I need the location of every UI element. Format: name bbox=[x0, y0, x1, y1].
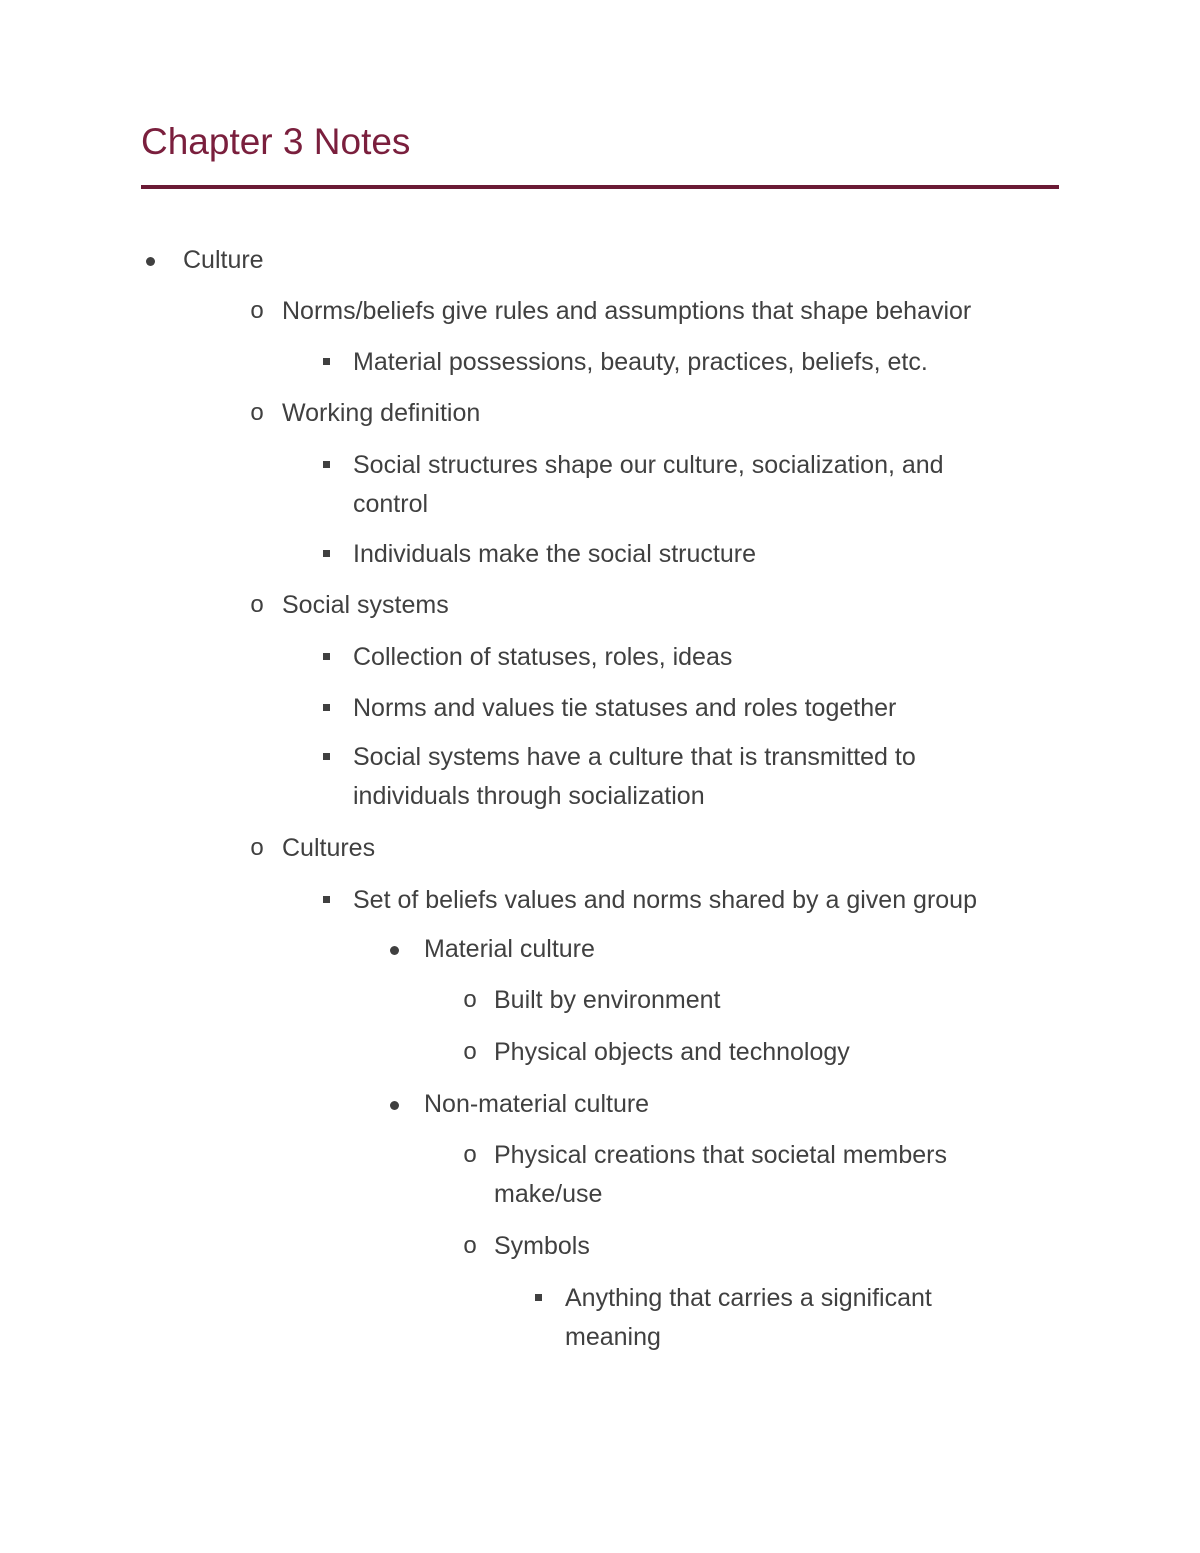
title-divider bbox=[141, 185, 1059, 189]
list-item bbox=[245, 829, 1045, 868]
list-item bbox=[458, 981, 1058, 1020]
circle-bullet-icon: o bbox=[250, 834, 264, 861]
list-item-text: Material possessions, beauty, practices, beliefs, etc. bbox=[353, 348, 928, 376]
list-item bbox=[385, 1085, 1035, 1124]
list-item-text: Social systems bbox=[282, 591, 449, 619]
list-item bbox=[318, 738, 1018, 816]
list-item bbox=[318, 881, 1038, 920]
list-item-text: Material culture bbox=[424, 935, 595, 963]
list-item-text: Norms/beliefs give rules and assumptions that shape behavior bbox=[282, 297, 972, 325]
list-item-text: Anything that carries a significant meaning bbox=[565, 1284, 932, 1351]
list-item-text: Collection of statuses, roles, ideas bbox=[353, 643, 733, 671]
list-item bbox=[318, 638, 1018, 677]
list-item bbox=[245, 586, 1045, 625]
list-item-text: Physical creations that societal members make/use bbox=[494, 1141, 947, 1208]
list-item-text: Social systems have a culture that is transmitted to individuals through socialization bbox=[353, 743, 916, 810]
list-item bbox=[530, 1279, 1030, 1357]
circle-bullet-icon: o bbox=[250, 399, 264, 426]
list-item bbox=[458, 1033, 1058, 1072]
list-item bbox=[458, 1227, 1058, 1266]
list-item-text: Norms and values tie statuses and roles together bbox=[353, 694, 897, 722]
list-item bbox=[318, 446, 1018, 524]
list-item-text: Symbols bbox=[494, 1232, 590, 1260]
list-item-text: Set of beliefs values and norms shared by a given group bbox=[353, 886, 977, 914]
circle-bullet-icon: o bbox=[463, 1141, 477, 1168]
list-item bbox=[245, 292, 1045, 331]
list-item bbox=[385, 930, 1035, 969]
list-item-text: Cultures bbox=[282, 834, 376, 862]
list-item-text: Non-material culture bbox=[424, 1090, 650, 1118]
list-item-text: Individuals make the social structure bbox=[353, 540, 756, 568]
list-item-text: Physical objects and technology bbox=[494, 1038, 850, 1066]
circle-bullet-icon: o bbox=[250, 297, 264, 324]
list-item bbox=[141, 241, 1041, 280]
list-item-text: Working definition bbox=[282, 399, 481, 427]
circle-bullet-icon: o bbox=[250, 591, 264, 618]
circle-bullet-icon: o bbox=[463, 1038, 477, 1065]
circle-bullet-icon: o bbox=[463, 986, 477, 1013]
list-item bbox=[458, 1136, 1018, 1214]
list-item-text: Culture bbox=[183, 246, 264, 274]
list-item bbox=[318, 535, 1018, 574]
page-title: Chapter 3 Notes bbox=[141, 121, 411, 162]
list-item-text: Built by environment bbox=[494, 986, 721, 1014]
circle-bullet-icon: o bbox=[463, 1232, 477, 1259]
list-item bbox=[318, 689, 1018, 728]
list-item bbox=[245, 394, 1045, 433]
list-item bbox=[318, 343, 1018, 382]
list-item-text: Social structures shape our culture, socialization, and control bbox=[353, 451, 944, 518]
